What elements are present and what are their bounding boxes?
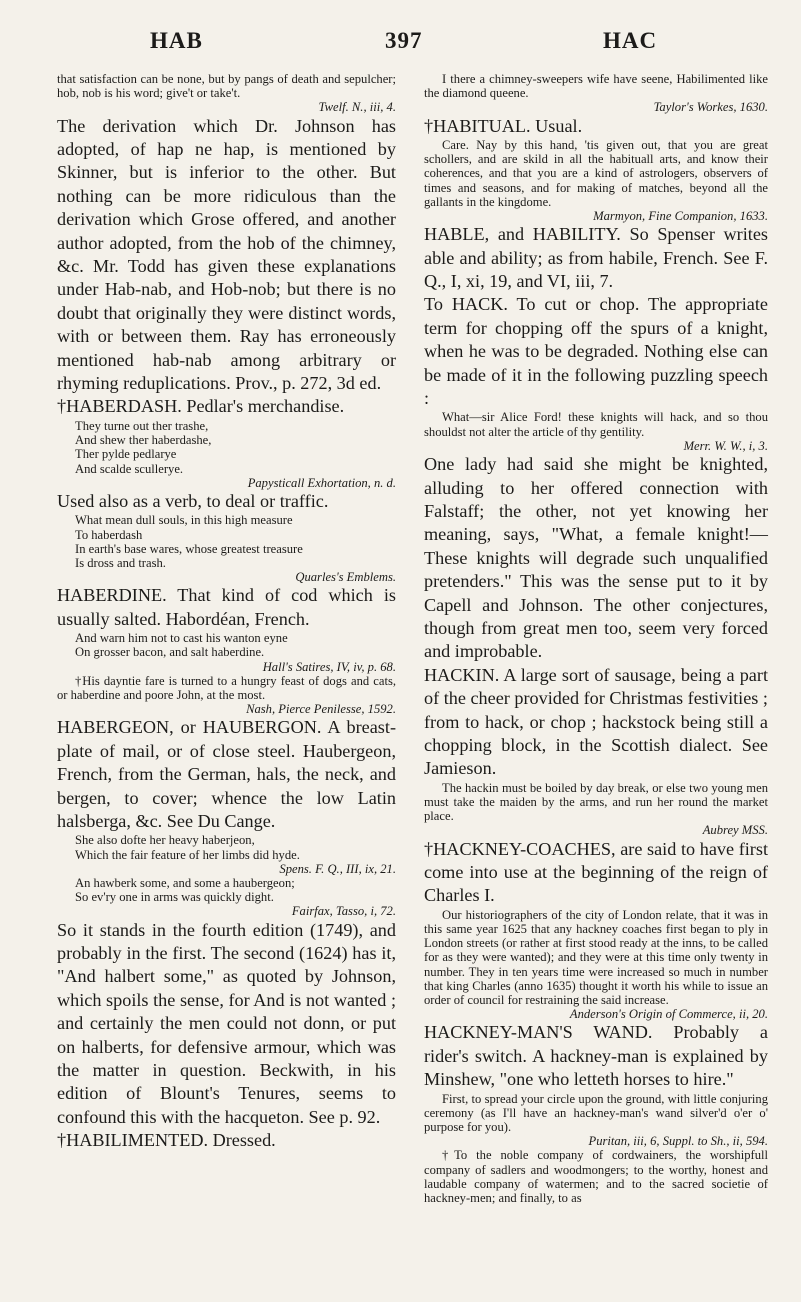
- quote-line: To haberdash: [75, 527, 143, 542]
- text-block: The derivation which Dr. Johnson has adopted, of hap ne hap, is mentioned by Skinner, but is inferior to the other. But nothing can be more ridiculous than the derivation which Grose offered, and another author adopted, from the hob of the chimney, &c. Mr. Todd has given these explanations under Hab-nab, and Hob-nob; but there is no doubt that originally they were distinct words, with or between them. Ray has erroneously mentioned hab-nab among arbitrary or rhyming reduplications. Prov., p. 272, 3d ed.: [57, 115, 396, 394]
- text-block: that satisfaction can be none, but by pangs of death and sepulcher; hob, nob is his word; give't or take't.: [57, 72, 396, 101]
- quote-line: Ther pylde pedlarye: [75, 447, 177, 462]
- quote-block: †To the noble company of cordwainers, the worshipfull company of sadlers and woodmongers; to the worthy, honest and laudable company of watermen; and to the sacred societie of hackney-men; and finally, to as: [424, 1148, 768, 1206]
- quote-block: Care. Nay by this hand, 'tis given out, that you are great schollers, and are skild in all the habituall arts, and know their coherences, and that you are a kind of astrologers, observers of times and seasons, and for making of matches, beyond all the gallants in the kingdome.: [424, 138, 768, 209]
- citation: Marmyon, Fine Companion, 1633.: [593, 209, 768, 224]
- citation: Hall's Satires, IV, iv, p. 68.: [262, 659, 396, 674]
- page-header: [0, 28, 801, 58]
- entry-heading: †HACKNEY-COACHES, are said to have first come into use at the beginning of the reign of Charles I.: [424, 838, 768, 906]
- quote-line: In earth's base wares, whose greatest treasure: [75, 541, 303, 556]
- header-right-guide-word: HAC: [603, 28, 658, 53]
- entry-heading: To HACK. To cut or chop. The appropriate term for chopping off the spurs of a knight, when he was to be degraded. Nothing else can be made of it in the following puzzling speech :: [424, 294, 768, 409]
- quote-block: Our historiographers of the city of London relate, that it was in this same year 1625 that any hackney coaches first began to ply in London streets (or rather at first stood ready at the inns, to be called for as they were wanted); and they were at this time only twenty in number. They in ten years time were increased so much in number that king Charles (anno 1635) thought it worth his while to issue an order of council for restraining the said increase.: [424, 907, 768, 1008]
- quote-line: Is dross and trash.: [75, 555, 166, 570]
- entry-heading: †HABITUAL. Usual.: [424, 115, 583, 136]
- citation: Merr. W. W., i, 3.: [683, 438, 768, 453]
- entry-heading: †HABERDASH. Pedlar's merchandise.: [57, 396, 345, 417]
- quote-line: What mean dull souls, in this high measure: [75, 513, 293, 528]
- quote-block: I there a chimney-sweepers wife have seene, Habilimented like the diamond queene.: [424, 72, 768, 101]
- citation: Spens. F. Q., III, ix, 21.: [279, 861, 396, 876]
- quote-line: She also dofte her heavy haberjeon,: [75, 833, 255, 848]
- citation: Aubrey MSS.: [702, 823, 768, 838]
- quote-line: Which the fair feature of her limbs did hyde.: [75, 847, 300, 862]
- left-column: [57, 72, 396, 1153]
- entry-heading: †HABILIMENTED. Dressed.: [57, 1130, 276, 1151]
- citation: Papysticall Exhortation, n. d.: [247, 475, 396, 490]
- quote-block: What—sir Alice Ford! these knights will hack, and so thou shouldst not alter the article of thy gentility.: [424, 410, 768, 439]
- quote-line: And warn him not to cast his wanton eyne: [75, 631, 288, 646]
- right-column: [424, 72, 768, 1205]
- quote-line: And shew ther haberdashe,: [75, 433, 212, 448]
- text-block: So it stands in the fourth edition (1749), and probably in the first. The second (1624) has it, "And halbert some," as quoted by Johnson, which spoils the sense, for And is not wanted ; and certainly the men could not donn, or put on halberts, for defensive armour, which was the matter in question. Beckwith, in his edition of Blount's Tenures, seems to confound this with the hacqueton. See p. 92.: [57, 919, 396, 1127]
- citation: Quarles's Emblems.: [295, 570, 396, 585]
- quote-line: An hawberk some, and some a haubergeon;: [75, 876, 295, 890]
- quote-line: They turne out ther trashe,: [75, 418, 209, 433]
- citation: Taylor's Workes, 1630.: [653, 100, 768, 115]
- entry-heading: HABERGEON, or HAUBERGON. A breast-plate of mail, or of close steel. Haubergeon, French, from the German, hals, the neck, and bergen, to cover; whence the low Latin halsberga, &c. See Du Cange.: [57, 717, 396, 831]
- entry-heading: HACKNEY-MAN'S WAND. Probably a rider's switch. A hackney-man is explained by Minshew, "one who letteth horses to hire.": [424, 1022, 768, 1090]
- text-block: Used also as a verb, to deal or traffic.: [57, 490, 329, 511]
- text-block: One lady had said she might be knighted, alluding to her offered connection with Falstaff; the other, not yet knowing her meaning, says, "What, a female knight!—These knights will degrade such unqualified pretenders." This was the sense put to it by Capell and Johnson. The other conjectures, though from great men too, seem very forced and improbable.: [424, 454, 768, 662]
- entry-heading: HABERDINE. That kind of cod which is usually salted. Habordéan, French.: [57, 585, 396, 629]
- quote-block: The hackin must be boiled by day break, or else two young men must take the maiden by the arms, and run her round the market place.: [424, 780, 768, 824]
- header-left-guide-word: HAB: [150, 28, 203, 53]
- quote-line: So ev'ry one in arms was quickly dight.: [75, 890, 274, 905]
- quote-block: †His dayntie fare is turned to a hungry feast of dogs and cats, or haberdine and poore John, at the most.: [57, 673, 396, 702]
- quote-block: First, to spread your circle upon the ground, with little conjuring ceremony (as I'll have an hackney-man's wand silver'd o'er o' purpose for you).: [424, 1091, 768, 1135]
- citation: Twelf. N., iii, 4.: [318, 100, 396, 115]
- page-number: 397: [385, 28, 423, 53]
- citation: Nash, Pierce Penilesse, 1592.: [246, 702, 396, 717]
- citation: Fairfax, Tasso, i, 72.: [291, 904, 396, 919]
- entry-heading: HACKIN. A large sort of sausage, being a part of the cheer provided for Christmas festivities ; from to hack, or chop ; hackstock being still a chopping block, in the Scottish dialect. See Jamieson.: [424, 664, 768, 779]
- entry-heading: HABLE, and HABILITY. So Spenser writes able and ability; as from habile, French. See F. Q., I, xi, 19, and VI, iii, 7.: [424, 224, 768, 292]
- quote-line: And scalde sculleryе.: [75, 461, 184, 476]
- citation: Puritan, iii, 6, Suppl. to Sh., ii, 594.: [588, 1134, 768, 1149]
- quote-line: On grosser bacon, and salt haberdine.: [75, 645, 265, 660]
- citation: Anderson's Origin of Commerce, ii, 20.: [569, 1007, 768, 1022]
